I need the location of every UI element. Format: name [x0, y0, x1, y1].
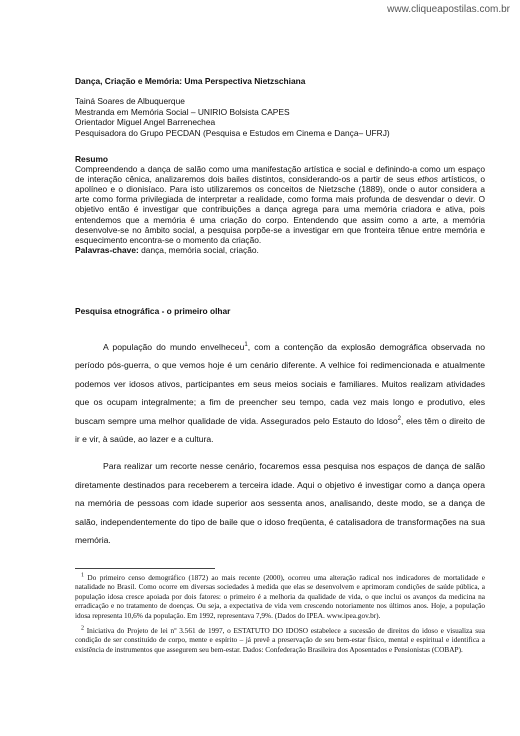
abstract-heading: Resumo	[75, 154, 109, 164]
advisor-line: Orientador Miguel Angel Barrenechea	[75, 117, 216, 128]
body-paragraph: A população do mundo envelheceu$^1$, com a contenção da explosão demográfica observada no período pós-guerra, o que vemos hoje é um cenário diferente. A velhice foi redimencionada e atualmente podemos ver idosos ativos, participantes em seus meios sociais e familiares. Muitos realizam atividades que os ocupam integralmente; a fim de preencher seu tempo, cada vez mais longo e produtivo, eles buscam sempre uma melhor qualidade de vida. Assegurados pelo Estauto do Idoso$^2$, eles têm o direito de ir e vir, à saúde, ao lazer e a cultura.	[75, 342, 486, 445]
body-paragraph: Para realizar um recorte nesse cenário, focaremos essa pesquisa nos espaços de dança de salão diretamente destinados para receberem a terceira idade. Aqui o objetivo é investigar como a dança opera na memória de pessoas com idade superior aos sessenta anos, analisando, deste modo, se a dança de salão, independentemente do tipo de baile que o idoso freqüenta, é catalisadora de transformações na sua memória.	[75, 461, 485, 546]
research-group-line: Pesquisadora do Grupo PECDAN (Pesquisa e Estudos em Cinema e Dança– UFRJ)	[75, 127, 390, 138]
keywords-list: dança, memória social, criação.	[138, 244, 259, 255]
section-heading: Pesquisa etnográfica - o primeiro olhar	[75, 306, 231, 316]
author-block	[75, 96, 485, 138]
ethos-term: ethos	[417, 174, 438, 185]
footnote-ref: 1	[244, 342, 248, 349]
abstract-section	[75, 154, 485, 255]
abstract-text: Compreendendo a dança de salão como uma manifestação artística e social e definindo-a como um espaço de interação cênica, analizaremos dois bailes distintos, considerando-os a partir de seus ethos artísticos, o apolíneo e o dionisíaco. Para isto utilizaremos os conceitos de Nietzsche (1889), onde o autor considera a arte como forma privilegiada de interpretar a realidade, como forma mais profunda de desvendar o devir. O objetivo então é investigar que contribuições a dança agrega para uma memória criadora e ativa, pois entendemos que a memória é uma criação do corpo. Entendendo que assim como a arte, a memória desenvolve-se no âmbito social, a pesquisa porpõe-se a investigar em que fronteira tênue entre memória e esquecimento encontra-se o momento da criação.	[75, 164, 485, 245]
footnote-number: 2	[81, 625, 84, 632]
footnotes	[75, 573, 485, 660]
author-name: Tainá Soares de Albuquerque	[75, 96, 185, 106]
keywords-line	[75, 245, 485, 255]
body-text	[75, 338, 485, 558]
footnote-item: $^1$ Do primeiro censo demográfico (1872) ao mais recente (2000), ocorreu uma alteração radical nos indicadores de mortalidade e natalidade no Brasil. Como ocorre em diversas sociedades à medida que elas se desenvolvem e aprimoram condições de saúde pública, a população idosa cresce apoiada por dois fatores: o primeiro é a melhoria da qualidade de vida, o que inclui os avanços da medicina na erradicação e no tratamento de doenças. Ou seja, a expectativa de vida vem crescendo notoriamente nos últimos anos. Hoje, a população idosa representa 10,6% da população. Em 1992, representava 7,9%. (Dados do IPEA. www.ipea.gov.br).	[75, 572, 485, 620]
footnote-item: $^2$ Iniciativa do Projeto de lei nº 3.561 de 1997, o ESTATUTO DO IDOSO estabelece a sucessão de direitos do idoso e visualiza sua condição de ser constituído de corpo, mente e espírito – já prevê a preservação de seu bem-estar físico, mental e espiritual e identifica a existência de instrumentos que assegurem seu bem-estar. Dados: Confederação Brasileira dos Aposentados e Pensionistas (COBAP).	[75, 625, 485, 654]
footnote-number: 1	[81, 572, 84, 579]
site-watermark: www.cliqueapostilas.com.br	[387, 4, 510, 15]
document-title: Dança, Criação e Memória: Uma Perspectiva Nietzschiana	[75, 76, 306, 86]
keywords-label: Palavras-chave:	[75, 244, 139, 255]
footnote-divider	[75, 568, 215, 569]
footnote-ref: 2	[397, 415, 402, 422]
author-affiliation: Mestranda em Memória Social – UNIRIO Bolsista CAPES	[75, 106, 290, 117]
